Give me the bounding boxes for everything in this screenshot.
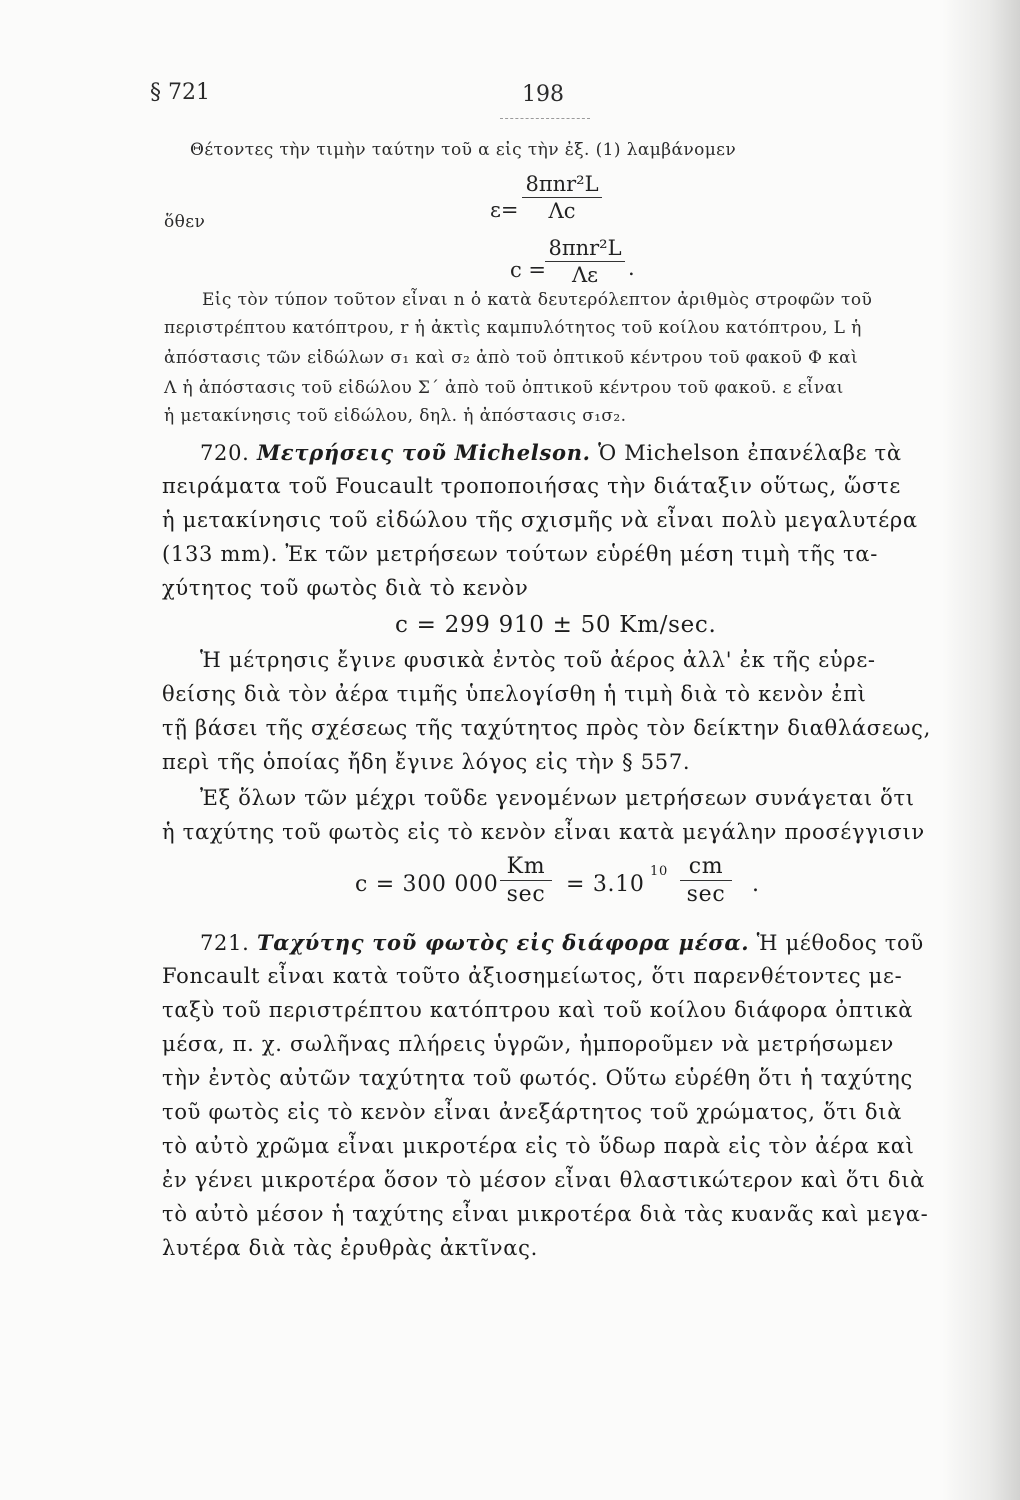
equation-2-fraction xyxy=(545,236,625,287)
speed-equation-middle: = 3.10 xyxy=(566,872,645,897)
sec-denominator-1: sec xyxy=(506,882,546,907)
section-720-para2-line-1: Ἡ μέτρησις ἔγινε φυσικὰ ἐντὸς τοῦ ἀέρος ἀλλ' ἐκ τῆς εὑρε- xyxy=(200,648,876,672)
page-number: 198 xyxy=(522,82,564,107)
michelson-result-equation: c = 299 910 ± 50 Km/sec. xyxy=(395,612,717,638)
section-720-para3-line-1: Ἐξ ὅλων τῶν μέχρι τοῦδε γενομένων μετρήσεων συνάγεται ὅτι xyxy=(200,786,915,810)
km-numerator: Km xyxy=(500,854,552,881)
section-720-number: 720. xyxy=(200,441,250,465)
section-721-title: Ταχύτης τοῦ φωτὸς εἰς διάφορα μέσα. xyxy=(256,930,750,955)
intro-line: Θέτοντες τὴν τιμὴν ταύτην τοῦ α εἰς τὴν ἐξ. (1) λαμβάνομεν xyxy=(190,140,737,160)
section-721-line-5: τὴν ἐντὸς αὐτῶν ταχύτητα τοῦ φωτός. Οὕτω εὑρέθη ὅτι ἡ ταχύτης xyxy=(162,1066,913,1090)
equation-1-lhs: ε= xyxy=(490,198,519,222)
definition-line-3: ἀπόστασις τῶν εἰδώλων σ₁ καὶ σ₂ ἀπὸ τοῦ ὀπτικοῦ κέντρου τοῦ φακοῦ Φ καὶ xyxy=(164,348,859,368)
equation-1-fraction xyxy=(522,172,602,223)
speed-equation-period: . xyxy=(752,872,760,897)
section-marker: § 721 xyxy=(150,80,210,105)
section-721-line-4: μέσα, π. χ. σωλῆνας πλήρεις ὑγρῶν, ἠμποροῦμεν νὰ μετρήσωμεν xyxy=(162,1032,894,1056)
section-720-para2-line-3: τῇ βάσει τῆς σχέσεως τῆς ταχύτητος πρὸς τὸν δείκτην διαθλάσεως, xyxy=(162,716,932,740)
section-720-line-1: Ὁ Michelson ἐπανέλαβε τὰ xyxy=(598,441,902,465)
definition-line-2: περιστρέπτου κατόπτρου, r ἡ ἀκτὶς καμπυλότητος τοῦ κοίλου κατόπτρου, L ἡ xyxy=(164,318,862,338)
section-720-line-2: πειράματα τοῦ Foucault τροποποιήσας τὴν διάταξιν οὕτως, ὥστε xyxy=(162,474,901,498)
section-721-line-8: ἐν γένει μικροτέρα ὅσον τὸ μέσον εἶναι θλαστικώτερον καὶ ὅτι διὰ xyxy=(162,1168,926,1192)
section-720-para2-line-2: θείσης διὰ τὸν ἀέρα τιμῆς ὑπελογίσθη ἡ τιμὴ διὰ τὸ κενὸν ἐπὶ xyxy=(162,682,867,706)
section-721-line-2: Foncault εἶναι κατὰ τοῦτο ἀξιοσημείωτος, ὅτι παρενθέτοντες με- xyxy=(162,964,903,988)
equation-2-period: . xyxy=(628,256,635,280)
definition-line-1: Εἰς τὸν τύπον τοῦτον εἶναι n ὁ κατὰ δευτερόλεπτον ἀριθμὸς στροφῶν τοῦ xyxy=(202,290,873,310)
definition-line-4: Λ ἡ ἀπόστασις τοῦ εἰδώλου Σ΄ ἀπὸ τοῦ ὀπτικοῦ κέντρου τοῦ φακοῦ. ε εἶναι xyxy=(164,378,844,398)
equation-1-denominator: Λc xyxy=(548,199,576,223)
page-edge-shadow xyxy=(942,0,1020,1500)
equation-2-lhs: c = xyxy=(510,258,547,282)
section-720-line-3: ἡ μετακίνησις τοῦ εἰδώλου τῆς σχισμῆς νὰ εἶναι πολὺ μεγαλυτέρα xyxy=(162,508,918,532)
equation-2-numerator: 8πnr²L xyxy=(545,236,625,262)
section-720-line-4: (133 mm). Ἐκ τῶν μετρήσεων τούτων εὑρέθη μέση τιμὴ τῆς τα- xyxy=(162,542,879,566)
section-721-line-6: τοῦ φωτὸς εἰς τὸ κενὸν εἶναι ἀνεξάρτητος τοῦ χρώματος, ὅτι διὰ xyxy=(162,1100,903,1124)
page-number-underline xyxy=(500,118,590,119)
section-721-number: 721. xyxy=(200,931,250,955)
othen-label: ὅθεν xyxy=(164,212,206,232)
section-721-line-9: τὸ αὐτὸ μέσον ἡ ταχύτης εἶναι μικροτέρα διὰ τὰς κυανᾶς καὶ μεγα- xyxy=(162,1202,929,1226)
section-721-heading-line xyxy=(200,930,924,955)
section-721-line-10: λυτέρα διὰ τὰς ἐρυθρὰς ἀκτῖνας. xyxy=(162,1236,538,1260)
section-720-para2-line-4: περὶ τῆς ὁποίας ἤδη ἔγινε λόγος εἰς τὴν § 557. xyxy=(162,750,691,774)
section-720-para3-line-2: ἡ ταχύτης τοῦ φωτὸς εἰς τὸ κενὸν εἶναι κατὰ μεγάλην προσέγγισιν xyxy=(162,820,925,844)
section-720-title: Μετρήσεις τοῦ Michelson. xyxy=(256,440,591,465)
cm-per-sec-fraction xyxy=(680,854,732,907)
section-721-line-7: τὸ αὐτὸ χρῶμα εἶναι μικροτέρα εἰς τὸ ὕδωρ παρὰ εἰς τὸν ἀέρα καὶ xyxy=(162,1134,915,1158)
speed-equation-lhs: c = 300 000 xyxy=(355,872,499,897)
sec-denominator-2: sec xyxy=(686,882,726,907)
equation-1-numerator: 8πnr²L xyxy=(522,172,602,198)
equation-2-denominator: Λε xyxy=(571,263,599,287)
section-721-line-1: Ἡ μέθοδος τοῦ xyxy=(756,931,924,955)
km-per-sec-fraction xyxy=(500,854,552,907)
section-720-line-5: χύτητος τοῦ φωτὸς διὰ τὸ κενὸν xyxy=(162,576,529,600)
section-720-heading-line xyxy=(200,440,902,465)
cm-numerator: cm xyxy=(680,854,732,881)
definition-line-5: ἡ μετακίνησις τοῦ εἰδώλου, δηλ. ἡ ἀπόστασις σ₁σ₂. xyxy=(164,406,627,426)
section-721-line-3: ταξὺ τοῦ περιστρέπτου κατόπτρου καὶ τοῦ κοίλου διάφορα ὀπτικὰ xyxy=(162,998,914,1022)
speed-equation-exponent: 10 xyxy=(650,864,668,879)
